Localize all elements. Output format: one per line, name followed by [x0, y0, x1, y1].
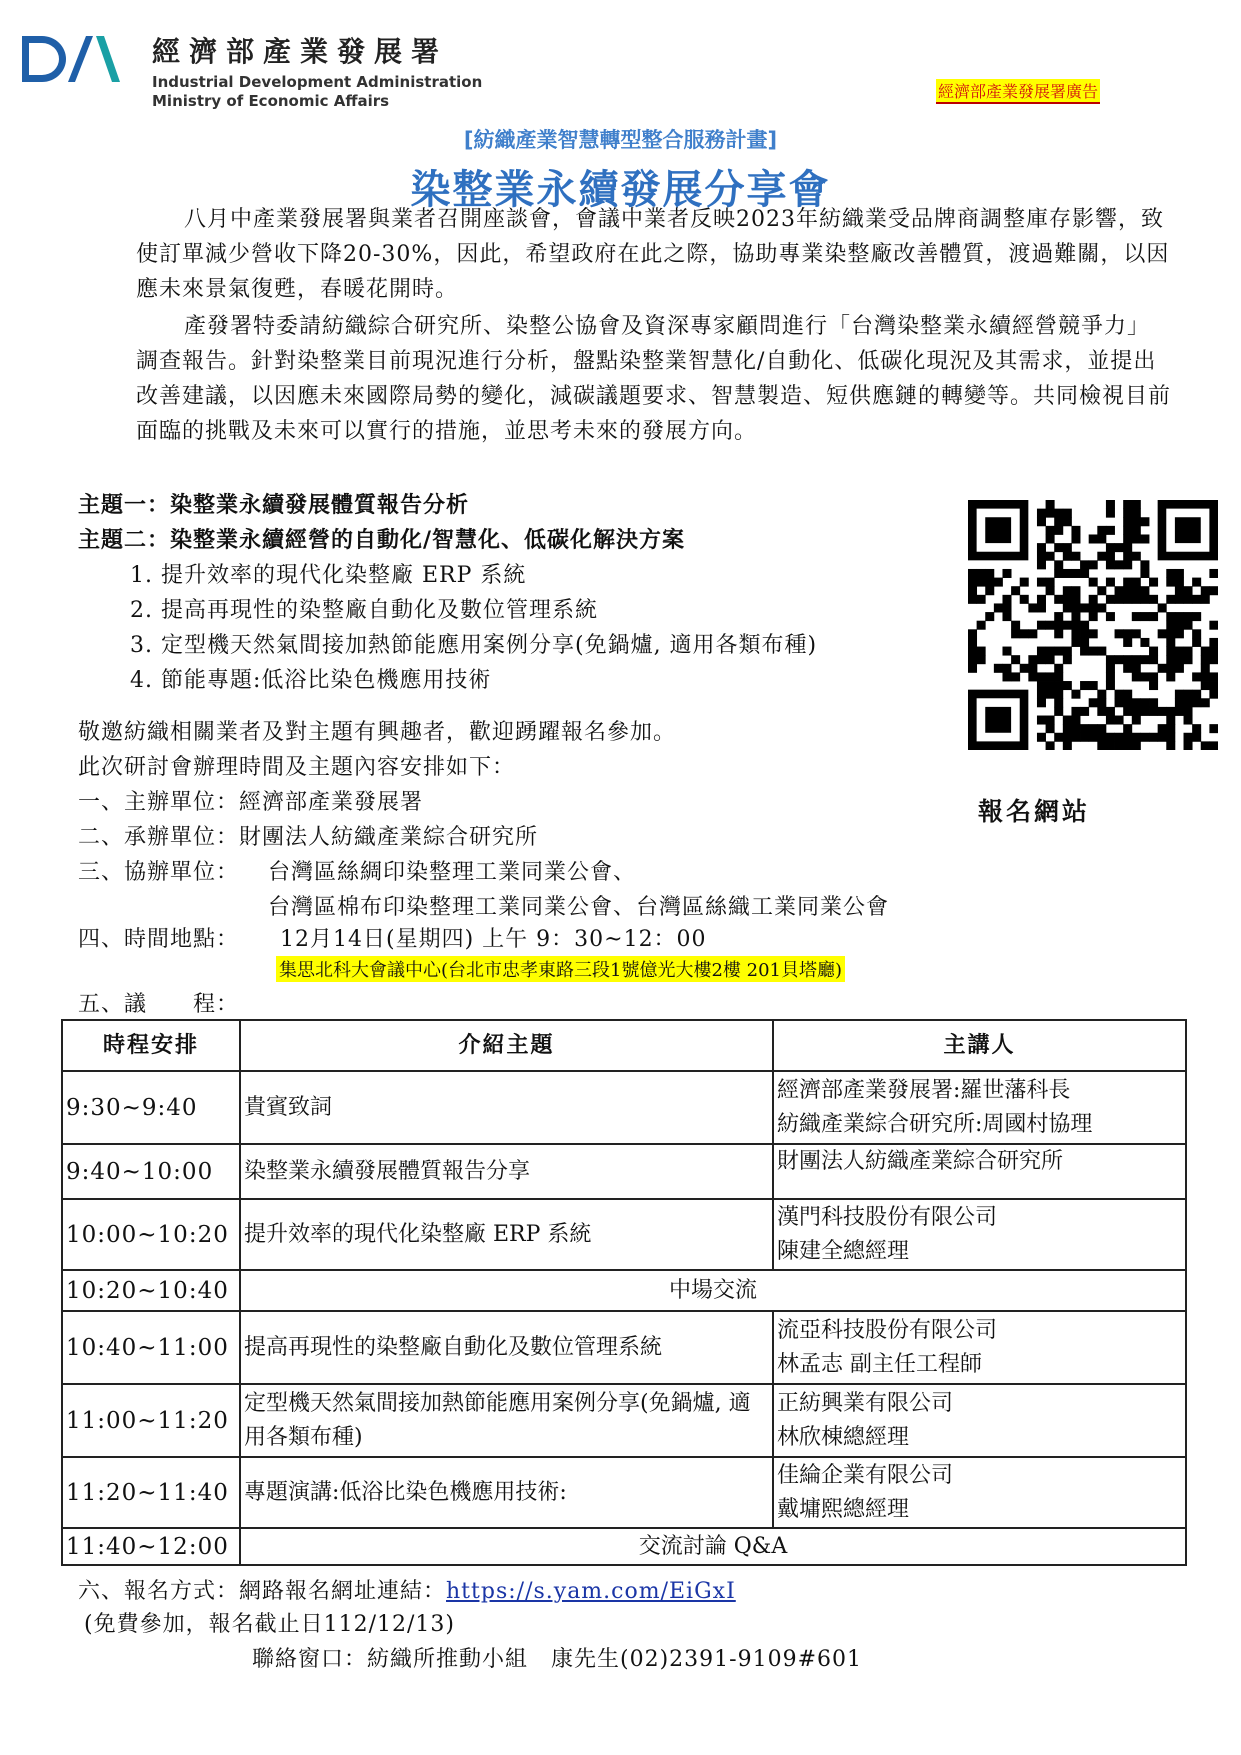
org-name-en-line1: Industrial Development Administration: [152, 73, 483, 91]
registration-label: 六、報名方式：網路報名網址連結：: [78, 1579, 447, 1604]
agenda-speaker: [773, 1384, 1186, 1457]
agenda-speaker: [773, 1311, 1186, 1384]
registration-note: (免費參加，報名截止日112/12/13): [84, 1612, 455, 1637]
registration-site-label: 報名網站: [978, 797, 1091, 826]
agenda-speaker-line: 林孟志 副主任工程師: [777, 1351, 982, 1377]
agenda-speaker-line: 漢門科技股份有限公司: [777, 1204, 998, 1230]
agenda-time: 9:40~10:00: [62, 1144, 240, 1199]
agenda-topic: 貴賓致詞: [240, 1071, 773, 1144]
contact-info: 聯絡窗口：紡織所推動小組 康先生(02)2391-9109#601: [252, 1647, 862, 1672]
agenda-time: 11:40~12:00: [62, 1528, 240, 1565]
agenda-topic: 提升效率的現代化染整廠 ERP 系統: [240, 1199, 773, 1270]
org-name-zh: 經濟部產業發展署: [152, 35, 449, 68]
agenda-speaker-line: 林欣棟總經理: [777, 1424, 910, 1450]
agenda-row: [62, 1311, 1186, 1384]
org-name-en: [152, 73, 482, 111]
registration-line: [78, 1574, 736, 1605]
agenda-speaker: 財團法人紡織產業綜合研究所: [773, 1144, 1186, 1199]
agenda-row: [62, 1199, 1186, 1270]
agenda-speaker-line: 正紡興業有限公司: [777, 1390, 954, 1416]
agenda-row: [62, 1384, 1186, 1457]
registration-link[interactable]: https://s.yam.com/EiGxI: [446, 1579, 736, 1604]
agenda-topic: 交流討論 Q&A: [240, 1528, 1186, 1565]
agenda-label: 五、議 程：: [78, 992, 240, 1017]
org-name-en-line2: Ministry of Economic Affairs: [152, 92, 390, 110]
header-topic: 介紹主題: [240, 1020, 773, 1071]
agenda-speaker-line: 流亞科技股份有限公司: [777, 1317, 998, 1343]
agenda-topic: 專題演講:低浴比染色機應用技術:: [240, 1457, 773, 1528]
agenda-time: 9:30~9:40: [62, 1071, 240, 1144]
agenda-row: [62, 1071, 1186, 1144]
invitation-text: 敬邀紡織相關業者及對主題有興趣者，歡迎踴躍報名參加。: [78, 720, 677, 745]
intro-paragraph-2: 產發署特委請紡織綜合研究所、染整公協會及資深專家顧問進行「台灣染整業永續經營競爭力」調查報告。針對染整業目前現況進行分析，盤點染整業智慧化/自動化、低碳化現況及其需求，並提出改善建議，以因應未來國際局勢的變化，減碳議題要求、智慧製造、短供應鏈的轉變等。共同檢視目前面臨的挑戰及未來可以實行的措施，並思考未來的發展方向。: [136, 314, 1172, 444]
agenda-time: 10:00~10:20: [62, 1199, 240, 1270]
agenda-time: 11:20~11:40: [62, 1457, 240, 1528]
agenda-table: [61, 1019, 1187, 1566]
agenda-topic: 染整業永續發展體質報告分享: [240, 1144, 773, 1199]
agenda-row: [62, 1457, 1186, 1528]
subtopic-4: 4. 節能專題:低浴比染色機應用技術: [130, 668, 492, 693]
agenda-speaker: [773, 1457, 1186, 1528]
agenda-row: [62, 1144, 1186, 1199]
co-organizer-label: 三、協辦單位：: [78, 860, 240, 885]
agenda-row: [62, 1270, 1186, 1311]
time-place-label: 四、時間地點：: [78, 927, 240, 952]
agenda-time: 10:20~10:40: [62, 1270, 240, 1311]
arrangement-text: 此次研討會辦理時間及主題內容安排如下：: [78, 755, 516, 780]
ad-tag: 經濟部產業發展署廣告: [936, 79, 1100, 104]
agenda-topic: 提高再現性的染整廠自動化及數位管理系統: [240, 1311, 773, 1384]
subtopic-3: 3. 定型機天然氣間接加熱節能應用案例分享(免鍋爐, 適用各類布種): [130, 633, 818, 658]
header-speaker: 主講人: [773, 1020, 1186, 1071]
agenda-time: 10:40~11:00: [62, 1311, 240, 1384]
host-unit: 一、主辦單位：經濟部產業發展署: [78, 790, 424, 815]
ida-logo: [20, 30, 120, 90]
intro-paragraph-1: 八月中產業發展署與業者召開座談會，會議中業者反映2023年紡織業受品牌商調整庫存影響，致使訂單減少營收下降20-30%，因此，希望政府在此之際，協助專業染整廠改善體質，渡過難關，以因應未來景氣復甦，春暖花開時。: [136, 207, 1170, 302]
co-organizer-1: 台灣區絲綢印染整理工業同業公會、: [268, 860, 637, 885]
agenda-speaker-line: 戴墉熙總經理: [777, 1496, 910, 1522]
qr-code[interactable]: [968, 500, 1218, 750]
program-subtitle: [紡織產業智慧轉型整合服務計畫]: [463, 128, 778, 152]
header-time: 時程安排: [62, 1020, 240, 1071]
agenda-speaker-line: 紡織產業綜合研究所:周國村協理: [777, 1111, 1093, 1137]
agenda-speaker-line: 陳建全總經理: [777, 1238, 910, 1264]
agenda-row: [62, 1528, 1186, 1565]
agenda-time: 11:00~11:20: [62, 1384, 240, 1457]
agenda-topic: 中場交流: [240, 1270, 1186, 1311]
agenda-speaker-line: 佳綸企業有限公司: [777, 1462, 954, 1488]
agenda-speaker-line: 經濟部產業發展署:羅世藩科長: [777, 1077, 1071, 1103]
topic-2: 主題二：染整業永續經營的自動化/智慧化、低碳化解決方案: [78, 528, 686, 553]
agenda-speaker: [773, 1071, 1186, 1144]
page-title: 染整業永續發展分享會: [410, 166, 831, 213]
agenda-topic: 定型機天然氣間接加熱節能應用案例分享(免鍋爐, 適用各類布種): [240, 1384, 773, 1457]
organizer-unit: 二、承辦單位：財團法人紡織產業綜合研究所: [78, 825, 539, 850]
subtopic-1: 1. 提升效率的現代化染整廠 ERP 系統: [130, 563, 527, 588]
event-venue: 集思北科大會議中心(台北市忠孝東路三段1號億光大樓2樓 201貝塔廳): [276, 956, 845, 982]
subtopic-2: 2. 提高再現性的染整廠自動化及數位管理系統: [130, 598, 598, 623]
co-organizer-2: 台灣區棉布印染整理工業同業公會、台灣區絲織工業同業公會: [268, 895, 890, 920]
agenda-header-row: [62, 1020, 1186, 1071]
agenda-speaker: [773, 1199, 1186, 1270]
event-datetime: 12月14日(星期四) 上午 9：30~12：00: [280, 927, 707, 952]
topic-1: 主題一：染整業永續發展體質報告分析: [78, 493, 470, 518]
